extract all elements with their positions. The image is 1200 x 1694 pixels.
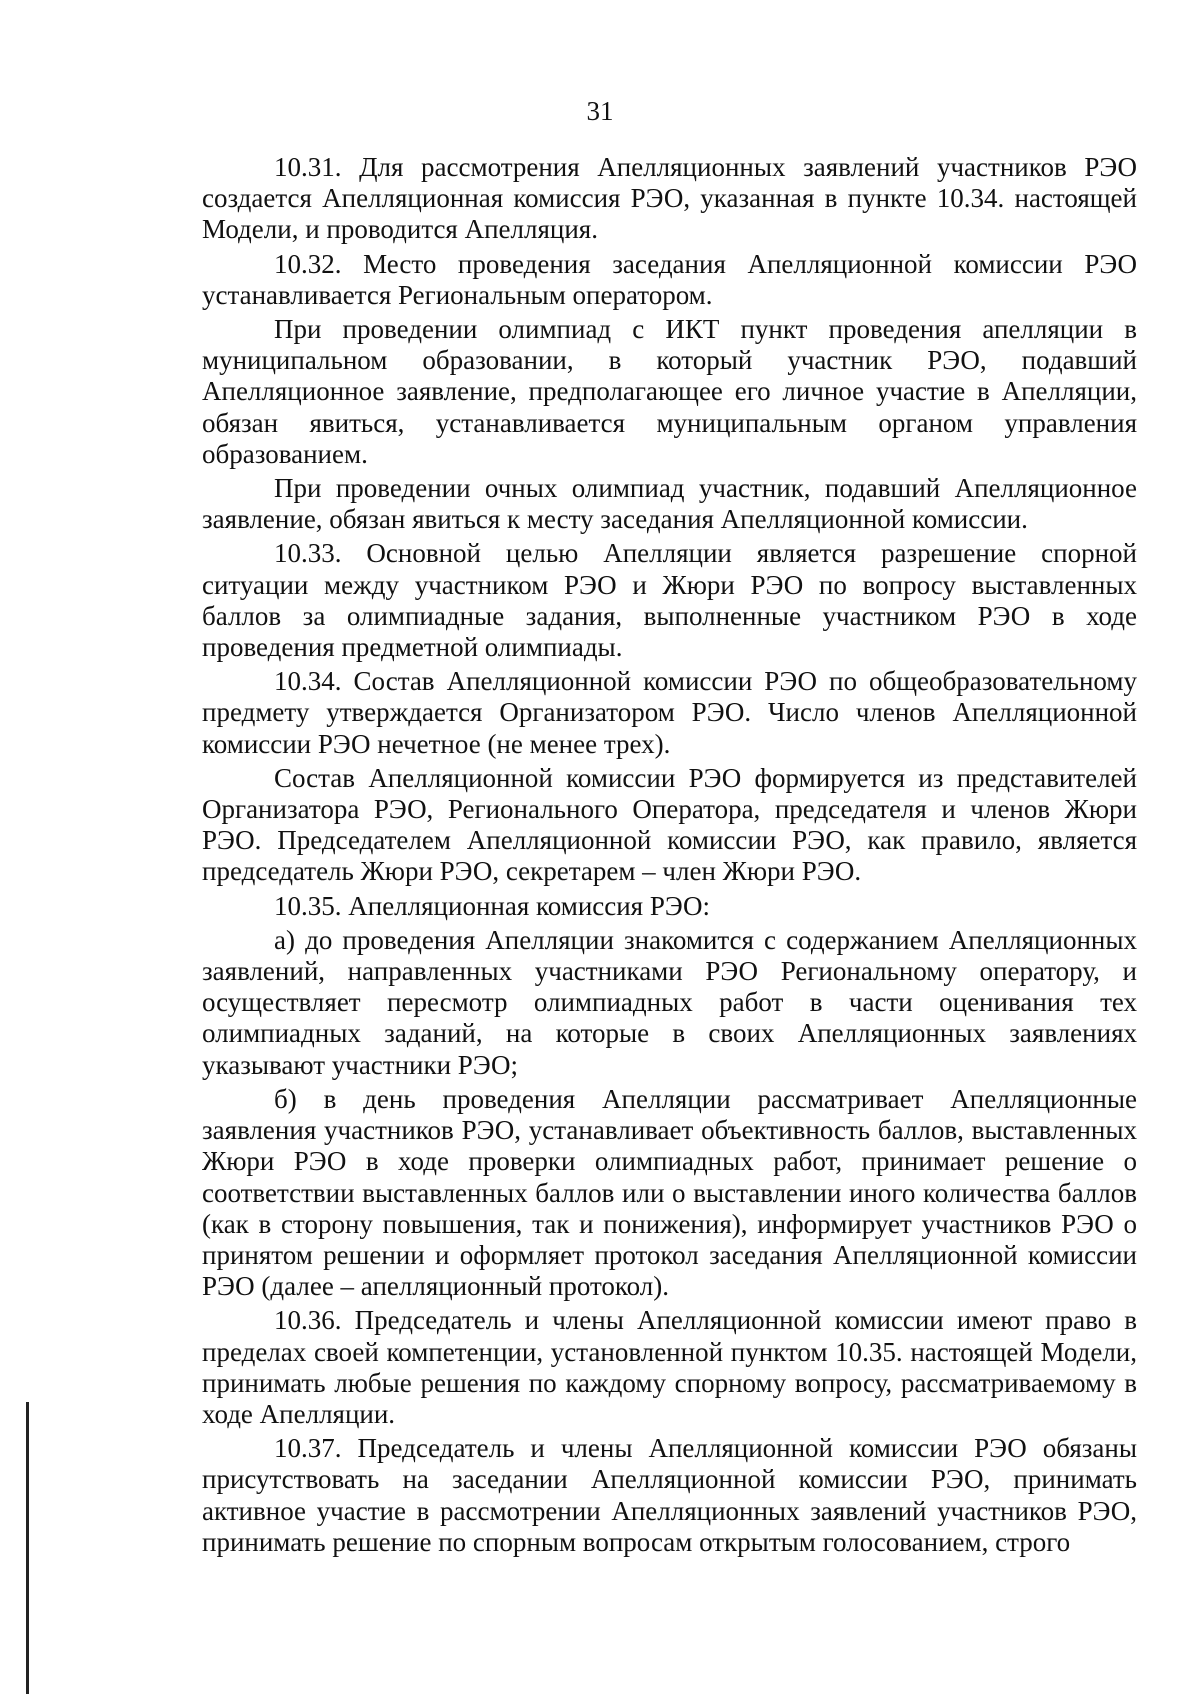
- paragraph-10-35-b: б) в день проведения Апелляции рассматривает Апелляционные заявления участников РЭО, устанавливает объективность баллов, выставленных Жюри РЭО в ходе проверки олимпиадных работ, принимает решение о соответствии выставленных баллов или о выставлении иного количества баллов (как в сторону повышения, так и понижения), информирует участников РЭО о принятом решении и оформляет протокол заседания Апелляционной комиссии РЭО (далее – апелляционный протокол).: [202, 1083, 1137, 1302]
- paragraph-10-36: 10.36. Председатель и члены Апелляционной комиссии имеют право в пределах своей компетенции, установленной пунктом 10.35. настоящей Модели, принимать любые решения по каждому спорному вопросу, рассматриваемому в ходе Апелляции.: [202, 1305, 1137, 1429]
- scan-margin-line: [26, 1402, 29, 1694]
- paragraph-ikt-olympiads: При проведении олимпиад с ИКТ пункт проведения апелляции в муниципальном образовании, в который участник РЭО, подавший Апелляционное заявление, предполагающее его личное участие в Апелляции, обязан явиться, устанавливается муниципальным органом управления образованием.: [202, 314, 1137, 469]
- paragraph-10-34: 10.34. Состав Апелляционной комиссии РЭО по общеобразовательному предмету утверждается Организатором РЭО. Число членов Апелляционной комиссии РЭО нечетное (не менее трех).: [202, 666, 1137, 759]
- paragraph-10-31: 10.31. Для рассмотрения Апелляционных заявлений участников РЭО создается Апелляционная комиссия РЭО, указанная в пункте 10.34. настоящей Модели, и проводится Апелляция.: [202, 152, 1137, 245]
- paragraph-10-32: 10.32. Место проведения заседания Апелляционной комиссии РЭО устанавливается Региональным оператором.: [202, 248, 1137, 310]
- paragraph-commission-composition: Состав Апелляционной комиссии РЭО формируется из представителей Организатора РЭО, Регионального Оператора, председателя и членов Жюри РЭО. Председателем Апелляционной комиссии РЭО, как правило, является председатель Жюри РЭО, секретарем – член Жюри РЭО.: [202, 762, 1137, 887]
- paragraph-in-person-olympiads: При проведении очных олимпиад участник, подавший Апелляционное заявление, обязан явиться к месту заседания Апелляционной комиссии.: [202, 473, 1137, 535]
- page-number: 31: [586, 96, 614, 126]
- paragraph-10-35-a: а) до проведения Апелляции знакомится с содержанием Апелляционных заявлений, направленных участниками РЭО Региональному оператору, и осуществляет пересмотр олимпиадных работ в части оценивания тех олимпиадных заданий, на которые в своих Апелляционных заявлениях указывают участники РЭО;: [202, 924, 1137, 1080]
- document-body: [202, 152, 1137, 1561]
- paragraph-10-37: 10.37. Председатель и члены Апелляционной комиссии РЭО обязаны присутствовать на заседании Апелляционной комиссии РЭО, принимать активное участие в рассмотрении Апелляционных заявлений участников РЭО, принимать решение по спорным вопросам открытым голосованием, строго: [202, 1433, 1137, 1557]
- paragraph-10-33: 10.33. Основной целью Апелляции является разрешение спорной ситуации между участником РЭО и Жюри РЭО по вопросу выставленных баллов за олимпиадные задания, выполненные участником РЭО в ходе проведения предметной олимпиады.: [202, 538, 1137, 663]
- paragraph-10-35: 10.35. Апелляционная комиссия РЭО:: [274, 890, 711, 921]
